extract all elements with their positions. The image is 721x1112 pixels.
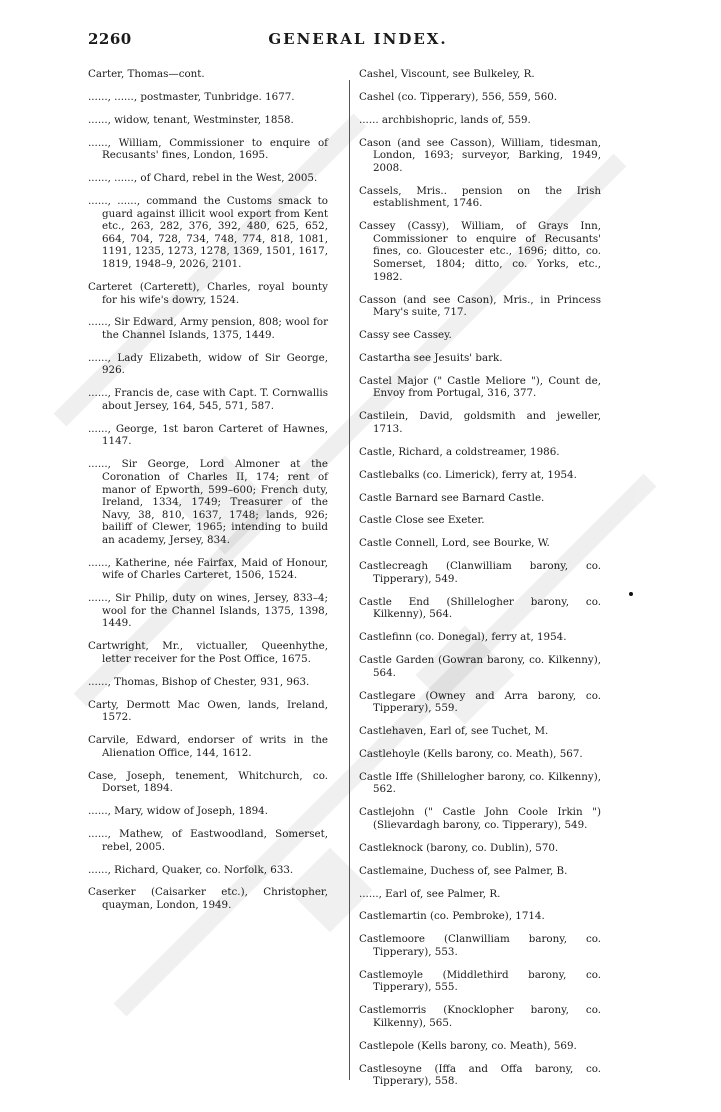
- index-entry: Case, Joseph, tenement, Whitchurch, co. Dorset, 1894.: [88, 769, 328, 795]
- index-entry: Castle Iffe (Shillelogher barony, co. Kilkenny), 562.: [359, 770, 601, 796]
- stray-mark: [629, 592, 633, 596]
- index-entry: Castartha see Jesuits' bark.: [359, 351, 503, 364]
- index-entry: Cassels, Mris.. pension on the Irish establishment, 1746.: [359, 184, 601, 210]
- index-entry: Castlehaven, Earl of, see Tuchet, M.: [359, 725, 549, 738]
- index-entry: Carteret (Carterett), Charles, royal bounty for his wife's dowry, 1524.: [88, 280, 328, 306]
- index-entry: ......, Earl of, see Palmer, R.: [359, 887, 501, 900]
- index-entry: Castle Barnard see Barnard Castle.: [359, 491, 545, 504]
- index-entry: Cashel, Viscount, see Bulkeley, R.: [359, 68, 535, 80]
- index-entry: ......, Francis de, case with Capt. T. Cornwallis about Jersey, 164, 545, 571, 587.: [88, 387, 328, 412]
- index-entry: Castle Close see Exeter.: [359, 514, 485, 527]
- index-entry: Castle Garden (Gowran barony, co. Kilkenny), 564.: [359, 654, 601, 679]
- index-entry: Carty, Dermott Mac Owen, lands, Ireland, 1572.: [88, 698, 328, 724]
- index-entry: ......, Katherine, née Fairfax, Maid of Honour, wife of Charles Carteret, 1506, 1524.: [88, 556, 328, 582]
- index-entry: Carter, Thomas—cont.: [88, 68, 205, 80]
- index-entry: ......, Sir Edward, Army pension, 808; wool for the Channel Islands, 1375, 1449.: [88, 316, 328, 341]
- index-entry: Carvile, Edward, endorser of writs in the Alienation Office, 144, 1612.: [88, 734, 328, 759]
- index-entry: ...... archbishopric, lands of, 559.: [359, 113, 531, 126]
- index-entry: ......, Sir George, Lord Almoner at the Coronation of Charles II, 174; rent of manor of Epworth, 599–600; French duty, Ireland, 1334, 1749; Treasurer of the Navy, 38, 810, 1637, 1748; lands, 926; bailiff of Clewer, 1965; intending to build an academy, Jersey, 834.: [88, 458, 328, 546]
- page-number: 2260: [88, 30, 132, 48]
- index-entry: Cashel (co. Tipperary), 556, 559, 560.: [359, 90, 558, 103]
- left-column: [88, 68, 328, 917]
- index-entry: Castlesoyne (Iffa and Offa barony, co. Tipperary), 558.: [359, 1062, 601, 1088]
- index-entry: Castlefinn (co. Donegal), ferry at, 1954.: [359, 631, 567, 644]
- index-entry: ......, Thomas, Bishop of Chester, 931, 963.: [88, 675, 310, 688]
- index-entry: Castlebalks (co. Limerick), ferry at, 1954.: [359, 468, 577, 481]
- index-entry: Castle Connell, Lord, see Bourke, W.: [359, 537, 550, 550]
- index-entry: Cason (and see Casson), William, tidesman, London, 1693; surveyor, Barking, 1949, 2008.: [359, 136, 601, 174]
- index-entry: ......, Lady Elizabeth, widow of Sir George, 926.: [88, 351, 328, 377]
- index-entry: ......, William, Commissioner to enquire of Recusants' fines, London, 1695.: [88, 136, 328, 162]
- index-entry: Castlemartin (co. Pembroke), 1714.: [359, 910, 545, 923]
- index-entry: Castleknock (barony, co. Dublin), 570.: [359, 841, 559, 854]
- index-entry: Castlemorris (Knocklopher barony, co. Kilkenny), 565.: [359, 1004, 601, 1029]
- index-entry: ......, Mathew, of Eastwoodland, Somerset, rebel, 2005.: [88, 828, 328, 853]
- index-entry: Castlecreagh (Clanwilliam barony, co. Tipperary), 549.: [359, 560, 601, 585]
- index-entry: ......, ......, of Chard, rebel in the West, 2005.: [88, 172, 318, 185]
- index-entry: Castel Major (" Castle Meliore "), Count de, Envoy from Portugal, 316, 377.: [359, 374, 601, 400]
- index-entry: Caserker (Caisarker etc.), Christopher, quayman, London, 1949.: [88, 886, 328, 912]
- index-entry: Castilein, David, goldsmith and jeweller, 1713.: [359, 410, 601, 435]
- index-entry: Castlehoyle (Kells barony, co. Meath), 567.: [359, 747, 583, 760]
- index-entry: Castlejohn (" Castle John Coole Irkin ") (Slievardagh barony, co. Tipperary), 549.: [359, 806, 601, 831]
- index-entry: ......, ......, postmaster, Tunbridge. 1677.: [88, 90, 295, 103]
- index-entry: ......, widow, tenant, Westminster, 1858.: [88, 113, 294, 126]
- index-entry: ......, Mary, widow of Joseph, 1894.: [88, 805, 269, 818]
- index-entry: Castlemoyle (Middlethird barony, co. Tipperary), 555.: [359, 968, 601, 994]
- column-divider: [349, 80, 350, 1080]
- index-entry: Castlegare (Owney and Arra barony, co. Tipperary), 559.: [359, 689, 601, 715]
- index-entry: Castle End (Shillelogher barony, co. Kilkenny), 564.: [359, 595, 601, 621]
- index-entry: Castle, Richard, a coldstreamer, 1986.: [359, 445, 560, 458]
- index-entry: Castlepole (Kells barony, co. Meath), 569.: [359, 1039, 577, 1052]
- index-entry: ......, Sir Philip, duty on wines, Jersey, 833–4; wool for the Channel Islands, 1375, 1398, 1449.: [88, 592, 328, 630]
- right-column: [359, 68, 601, 1093]
- index-entry: Castlemaine, Duchess of, see Palmer, B.: [359, 864, 568, 877]
- index-entry: Cassey (Cassy), William, of Grays Inn, Commissioner to enquire of Recusants' fines, co. Gloucester etc., 1696; ditto, co. Somerset, 1804; ditto, co. Yorks, etc., 1982.: [359, 220, 601, 283]
- page-header: [88, 30, 628, 56]
- index-entry: ......, ......, command the Customs smack to guard against illicit wool export from Kent etc., 263, 282, 376, 392, 480, 625, 652, 664, 704, 728, 734, 748, 774, 818, 1081, 1191, 1235, 1273, 1278, 1369, 1501, 1617, 1819, 1948–9, 2026, 2101.: [88, 195, 328, 271]
- index-entry: Cassy see Cassey.: [359, 328, 452, 341]
- running-head: GENERAL INDEX.: [268, 30, 448, 48]
- index-entry: Casson (and see Cason), Mris., in Princess Mary's suite, 717.: [359, 293, 601, 319]
- index-entry: ......, George, 1st baron Carteret of Hawnes, 1147.: [88, 422, 328, 448]
- index-entry: Cartwright, Mr., victualler, Queenhythe, letter receiver for the Post Office, 1675.: [88, 640, 328, 665]
- index-entry: ......, Richard, Quaker, co. Norfolk, 633.: [88, 863, 294, 876]
- index-entry: Castlemoore (Clanwilliam barony, co. Tipperary), 553.: [359, 933, 601, 958]
